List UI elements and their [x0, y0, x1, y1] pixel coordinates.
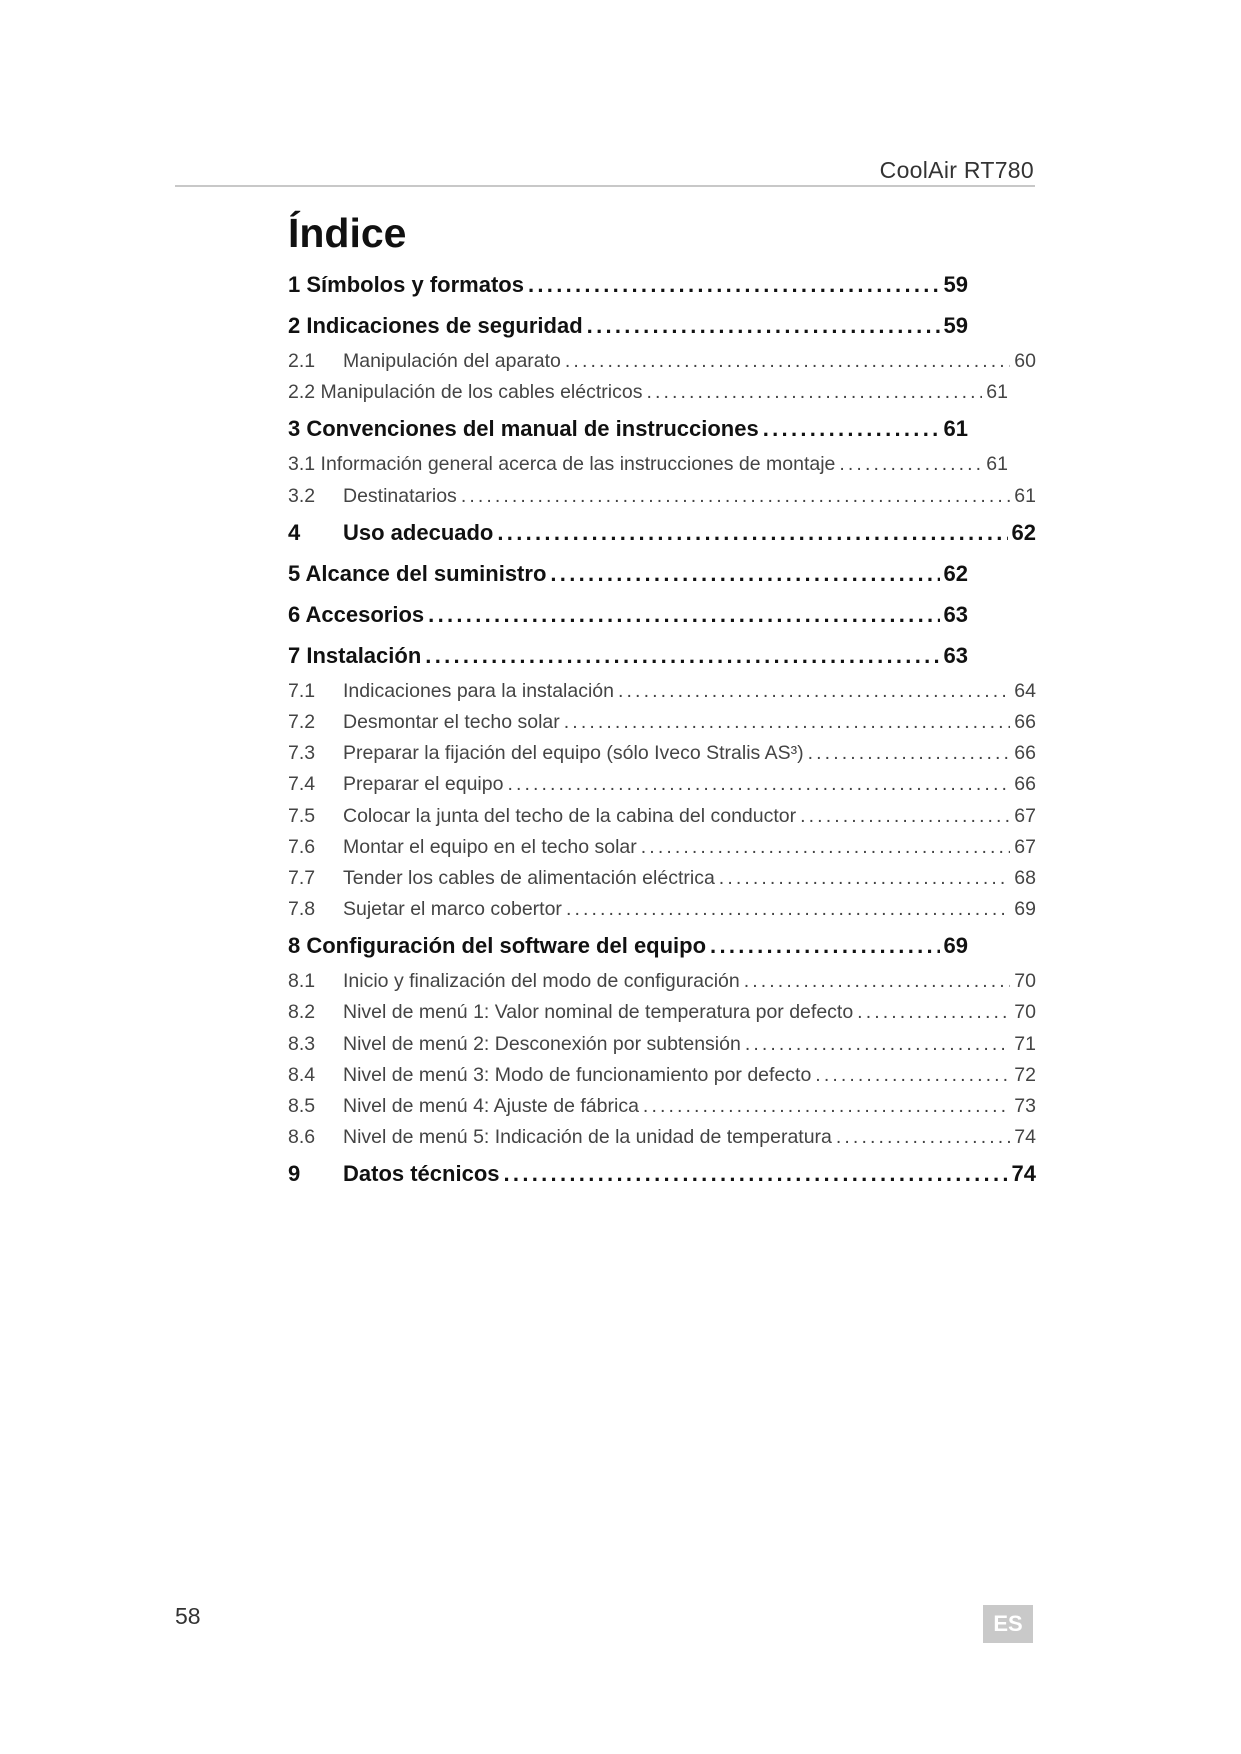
- leader-dots: [425, 635, 939, 676]
- toc-entry-page: 66: [1014, 773, 1036, 796]
- toc-entry-page: 67: [1014, 804, 1036, 827]
- toc-entry-4[interactable]: [288, 512, 1036, 553]
- toc-entry-7-2[interactable]: [288, 707, 1036, 738]
- leader-dots: [643, 1091, 1010, 1122]
- toc-entry-number: 7.1: [288, 679, 316, 702]
- toc-entry-label: Montar el equipo en el techo solar: [343, 835, 637, 858]
- toc-entry-page: 70: [1014, 1001, 1036, 1024]
- toc-entry-page: 71: [1014, 1032, 1036, 1055]
- toc-entry-page: 74: [1014, 1126, 1036, 1149]
- toc-entry-7-5[interactable]: [288, 801, 1036, 832]
- toc-entry-number: 8.2: [288, 1001, 316, 1024]
- toc-entry-number: 4: [288, 519, 301, 545]
- leader-dots: [745, 1029, 1010, 1060]
- toc-entry-label: 6 Accesorios: [288, 601, 425, 627]
- toc-entry-label: Datos técnicos: [343, 1161, 500, 1187]
- table-of-contents: [288, 264, 1036, 1194]
- toc-entry-8-1[interactable]: [288, 966, 1036, 997]
- leader-dots: [836, 1122, 1010, 1153]
- toc-entry-label: 5 Alcance del suministro: [288, 560, 547, 586]
- toc-entry-label: Inicio y finalización del modo de configuración: [343, 970, 740, 993]
- toc-entry-2[interactable]: [288, 305, 968, 346]
- leader-dots: [550, 553, 939, 594]
- toc-entry-number: 2.1: [288, 350, 316, 372]
- toc-entry-7-6[interactable]: [288, 832, 1036, 863]
- leader-dots: [763, 408, 940, 449]
- document-header-title: CoolAir RT780: [879, 157, 1034, 183]
- leader-dots: [504, 1153, 1008, 1194]
- toc-entry-2-2[interactable]: [288, 377, 1008, 408]
- toc-entry-7-4[interactable]: [288, 769, 1036, 800]
- toc-entry-label: 7 Instalación: [288, 642, 422, 668]
- toc-entry-page: 69: [943, 933, 968, 959]
- toc-entry-8-3[interactable]: [288, 1029, 1036, 1060]
- toc-entry-8-6[interactable]: [288, 1122, 1036, 1153]
- toc-entry-label: Sujetar el marco cobertor: [343, 898, 562, 921]
- toc-entry-8[interactable]: [288, 925, 968, 966]
- leader-dots: [744, 966, 1011, 997]
- toc-entry-label: 2.2 Manipulación de los cables eléctricos: [288, 381, 643, 404]
- language-badge: ES: [983, 1605, 1033, 1643]
- toc-entry-1[interactable]: [288, 264, 968, 305]
- toc-entry-page: 63: [943, 642, 968, 668]
- toc-entry-page: 61: [986, 453, 1008, 476]
- toc-entry-number: 9: [288, 1161, 301, 1187]
- toc-entry-8-5[interactable]: [288, 1091, 1036, 1122]
- toc-entry-label: 8 Configuración del software del equipo: [288, 933, 707, 959]
- toc-entry-number: 7.5: [288, 804, 316, 827]
- leader-dots: [497, 512, 1007, 553]
- toc-entry-number: 8.5: [288, 1095, 316, 1117]
- toc-entry-page: 68: [1014, 866, 1036, 889]
- toc-entry-number: 7.2: [288, 710, 316, 733]
- toc-entry-page: 63: [943, 601, 968, 627]
- toc-entry-7-7[interactable]: [288, 863, 1036, 894]
- leader-dots: [839, 449, 982, 480]
- toc-entry-label: Indicaciones para la instalación: [343, 679, 615, 702]
- leader-dots: [800, 801, 1010, 832]
- page-title: Índice: [288, 210, 407, 256]
- toc-entry-label: Desmontar el techo solar: [343, 710, 560, 733]
- toc-entry-8-4[interactable]: [288, 1060, 1036, 1091]
- toc-entry-label: Colocar la junta del techo de la cabina del conductor: [343, 804, 797, 827]
- leader-dots: [428, 594, 939, 635]
- toc-entry-number: 3.2: [288, 484, 316, 507]
- toc-entry-label: Nivel de menú 5: Indicación de la unidad de temperatura: [343, 1126, 832, 1149]
- toc-entry-label: Tender los cables de alimentación eléctrica: [343, 866, 715, 889]
- toc-entry-page: 62: [943, 560, 968, 586]
- toc-entry-page: 67: [1014, 835, 1036, 858]
- leader-dots: [566, 894, 1010, 925]
- toc-entry-number: 8.1: [288, 970, 316, 993]
- toc-entry-7-8[interactable]: [288, 894, 1036, 925]
- toc-entry-page: 59: [943, 272, 968, 297]
- toc-entry-3-1[interactable]: [288, 449, 1008, 480]
- toc-entry-6[interactable]: [288, 594, 968, 635]
- toc-entry-number: 7.7: [288, 866, 316, 889]
- toc-entry-page: 61: [943, 416, 968, 442]
- toc-entry-page: 74: [1011, 1161, 1036, 1187]
- toc-entry-8-2[interactable]: [288, 997, 1036, 1028]
- toc-entry-page: 66: [1014, 710, 1036, 733]
- toc-entry-number: 7.4: [288, 773, 316, 796]
- toc-entry-label: Nivel de menú 1: Valor nominal de temperatura por defecto: [343, 1001, 854, 1024]
- toc-entry-number: 8.4: [288, 1063, 316, 1086]
- leader-dots: [565, 346, 1010, 377]
- toc-entry-label: Uso adecuado: [343, 519, 494, 545]
- toc-entry-3-2[interactable]: [288, 481, 1036, 512]
- toc-entry-page: 61: [986, 381, 1008, 404]
- toc-entry-label: Destinatarios: [343, 484, 457, 507]
- page-number: 58: [175, 1603, 201, 1629]
- toc-entry-page: 66: [1014, 742, 1036, 765]
- toc-entry-9[interactable]: [288, 1153, 1036, 1194]
- leader-dots: [646, 377, 982, 408]
- toc-entry-page: 64: [1014, 679, 1036, 702]
- toc-entry-number: 7.6: [288, 835, 316, 858]
- toc-entry-page: 59: [943, 313, 968, 338]
- toc-entry-page: 72: [1014, 1063, 1036, 1086]
- toc-entry-page: 61: [1014, 484, 1036, 507]
- toc-entry-label: Preparar la fijación del equipo (sólo Iveco Stralis AS³): [343, 742, 804, 765]
- leader-dots: [507, 769, 1010, 800]
- toc-entry-page: 62: [1011, 519, 1036, 545]
- toc-entry-page: 60: [1014, 350, 1036, 372]
- header-divider: [175, 185, 1035, 187]
- toc-entry-number: 8.3: [288, 1032, 316, 1055]
- leader-dots: [587, 305, 940, 346]
- toc-entry-7-1[interactable]: [288, 676, 1036, 707]
- leader-dots: [857, 997, 1010, 1028]
- leader-dots: [815, 1060, 1010, 1091]
- toc-entry-label: Manipulación del aparato: [343, 350, 561, 372]
- toc-entry-label: Preparar el equipo: [343, 773, 504, 796]
- toc-entry-number: 8.6: [288, 1126, 316, 1149]
- toc-entry-label: Nivel de menú 3: Modo de funcionamiento por defecto: [343, 1063, 812, 1086]
- toc-entry-page: 69: [1014, 898, 1036, 921]
- leader-dots: [641, 832, 1011, 863]
- toc-entry-7-3[interactable]: [288, 738, 1036, 769]
- toc-entry-label: 3 Convenciones del manual de instrucciones: [288, 416, 759, 442]
- toc-entry-number: 7.3: [288, 742, 316, 765]
- toc-entry-page: 73: [1014, 1095, 1036, 1117]
- toc-entry-label: Nivel de menú 4: Ajuste de fábrica: [343, 1095, 639, 1117]
- toc-entry-7[interactable]: [288, 635, 968, 676]
- toc-entry-label: Nivel de menú 2: Desconexión por subtensión: [343, 1032, 741, 1055]
- leader-dots: [564, 707, 1011, 738]
- toc-entry-3[interactable]: [288, 408, 968, 449]
- leader-dots: [808, 738, 1011, 769]
- toc-entry-page: 70: [1014, 970, 1036, 993]
- leader-dots: [618, 676, 1010, 707]
- toc-entry-label: 3.1 Información general acerca de las instrucciones de montaje: [288, 453, 836, 476]
- leader-dots: [719, 863, 1011, 894]
- toc-entry-label: 2 Indicaciones de seguridad: [288, 313, 583, 338]
- toc-entry-5[interactable]: [288, 553, 968, 594]
- toc-entry-2-1[interactable]: [288, 346, 1036, 377]
- leader-dots: [528, 264, 940, 305]
- leader-dots: [461, 481, 1010, 512]
- leader-dots: [710, 925, 939, 966]
- toc-entry-number: 7.8: [288, 898, 316, 921]
- toc-entry-label: 1 Símbolos y formatos: [288, 272, 524, 297]
